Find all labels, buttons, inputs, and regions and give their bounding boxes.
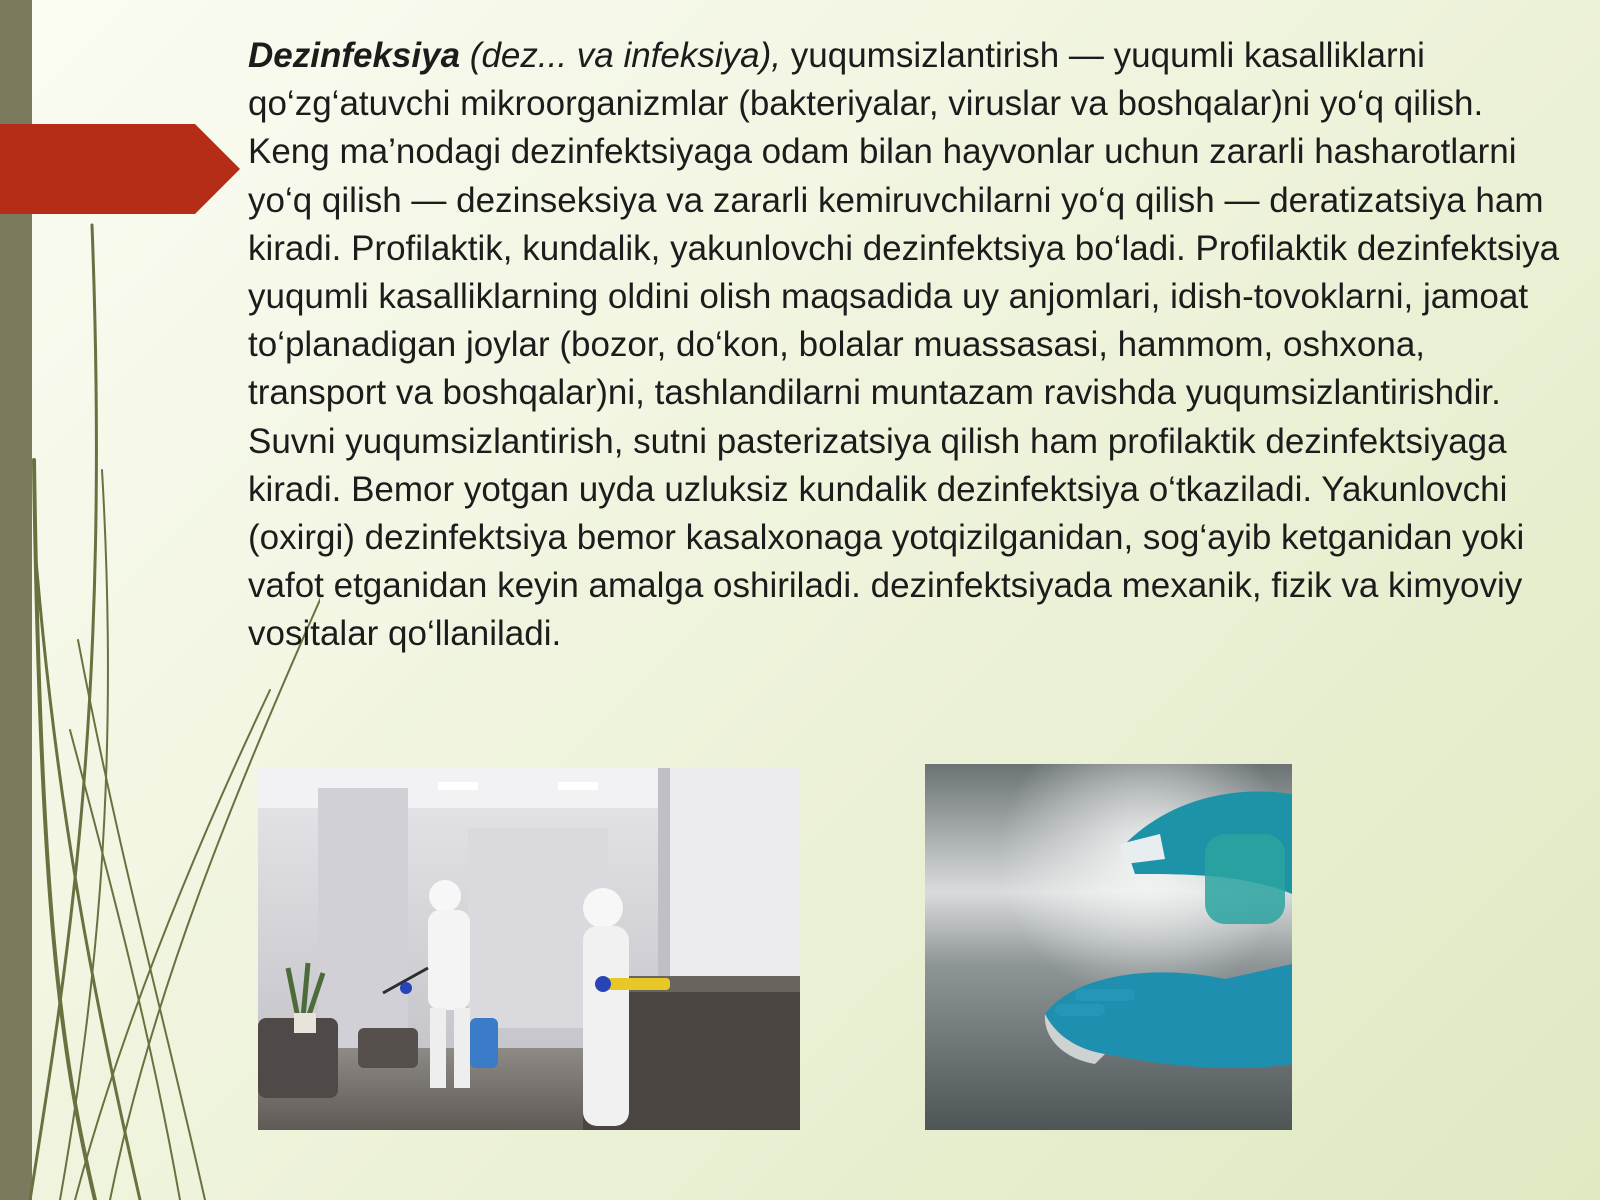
term-heading: Dezinfeksiya xyxy=(248,36,461,75)
red-arrow-shape xyxy=(0,124,240,214)
term-etymology: (dez... va infeksiya), xyxy=(469,36,782,75)
photo-disinfection-workers xyxy=(258,768,800,1130)
photo-gloved-hands-cleaning xyxy=(925,764,1292,1130)
definition-text: yuqumsizlantirish — yuqumli kasalliklarni qo‘zg‘atuvchi mikroorganizmlar (bakteriyalar, viruslar va boshqalar)ni yo‘q qilish. Keng ma’nodagi dezinfektsiyaga odam bilan hayvonlar uchun zararli hasharotlarni yo‘q qilish — dezinseksiya va zararli kemiruvchilarni yo‘q qilish — deratizatsiya ham kiradi. Profilaktik, kundalik, yakunlovchi dezinfektsiya bo‘ladi. Profilaktik dezinfektsiya yuqumli kasalliklarning oldini olish maqsadida uy anjomlari, idish-tovoklarni, jamoat to‘planadigan joylar (bozor, do‘kon, bolalar muassasasi, hammom, oshxona, transport va boshqalar)ni, tashlandilarni muntazam ravishda yuqumsizlantirishdir. Suvni yuqumsizlantirish, sutni pasterizatsiya qilish ham profilaktik dezinfektsiyaga kiradi. Bemor yotgan uyda uzluksiz kundalik dezinfektsiya o‘tkaziladi. Yakunlovchi (oxirgi) dezinfektsiya bemor kasalxonaga yotqizilganidan, sog‘ayib ketganidan yoki vafot etganidan keyin amalga oshiriladi. dezinfektsiyada mexanik, fizik va kimyoviy vositalar qo‘llaniladi. xyxy=(248,36,1560,654)
slide-body-text xyxy=(248,32,1568,659)
